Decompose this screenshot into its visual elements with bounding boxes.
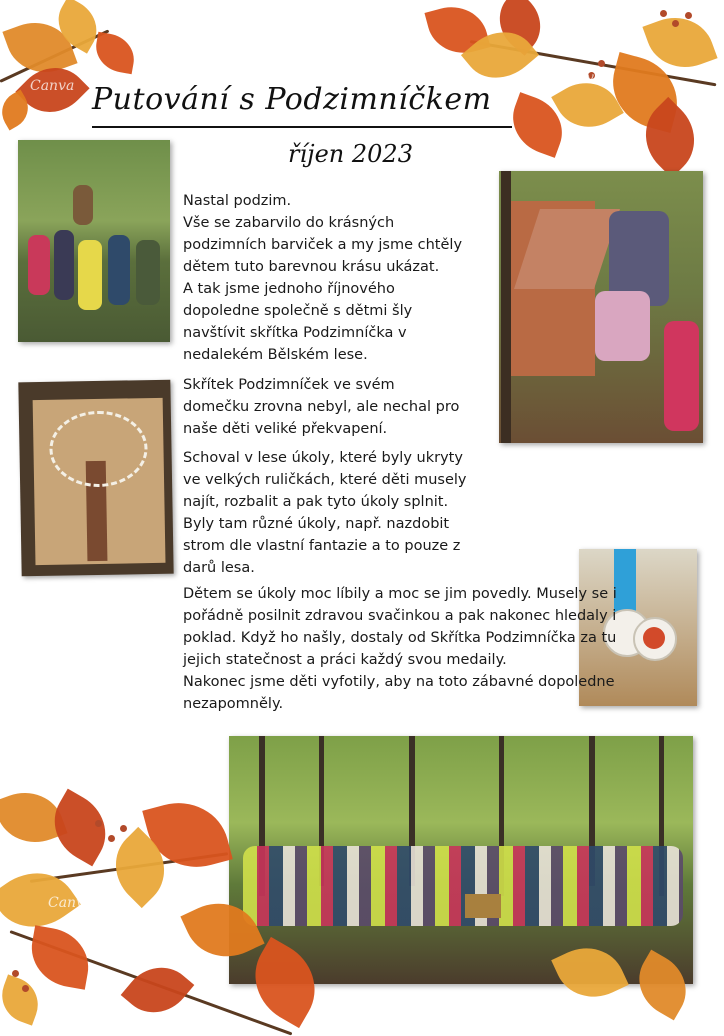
photo-tree-artwork [18, 380, 173, 577]
watermark: Canva [558, 70, 603, 86]
page-subtitle: říjen 2023 [288, 140, 413, 168]
paragraph-conclusion: Dětem se úkoly moc líbily a moc se jim povedly. Musely se i pořádně posilnit zdravou svačinkou a pak nakonec hledaly i poklad. Když ho našly, dostaly od Skřítka Podzimníčka za tu jejich statečnost a práci každý svou medaily. Nakonec jsme děti vyfotily, aby na toto zábavné dopoledne nezapomněly. [183, 586, 617, 712]
paragraph-tasks: Schoval v lese úkoly, které byly ukryty ve velkých ruličkách, které děti musely najít, rozbalit a pak tyto úkoly splnit. Byly tam různé úkoly, např. nazdobit strom dle vlastní fantazie a to pouze z darů lesa. [183, 450, 467, 576]
photo-children-forest [18, 140, 170, 342]
photo-gnome-house [499, 171, 703, 443]
page-title: Putování s Podzimníčkem [92, 82, 512, 128]
watermark: Canva [30, 78, 75, 94]
paragraph-intro: Nastal podzim. Vše se zabarvilo do krásných podzimních barviček a my jsme chtěly dětem tuto barevnou krásu ukázat. A tak jsme jednoho říjnového dopoledne společně s dětmi šly navštívit skřítka Podzimníčka v nedalekém Bělském lese. [183, 193, 463, 363]
paragraph-gnome: Skřítek Podzimníček ve svém domečku zrovna nebyl, ale nechal pro naše děti veliké překvapení. [183, 377, 460, 437]
leaf-decoration-bottom-left [0, 780, 340, 1024]
watermark: Canva [48, 895, 93, 911]
leaf-decoration-bottom-right [550, 935, 724, 1024]
